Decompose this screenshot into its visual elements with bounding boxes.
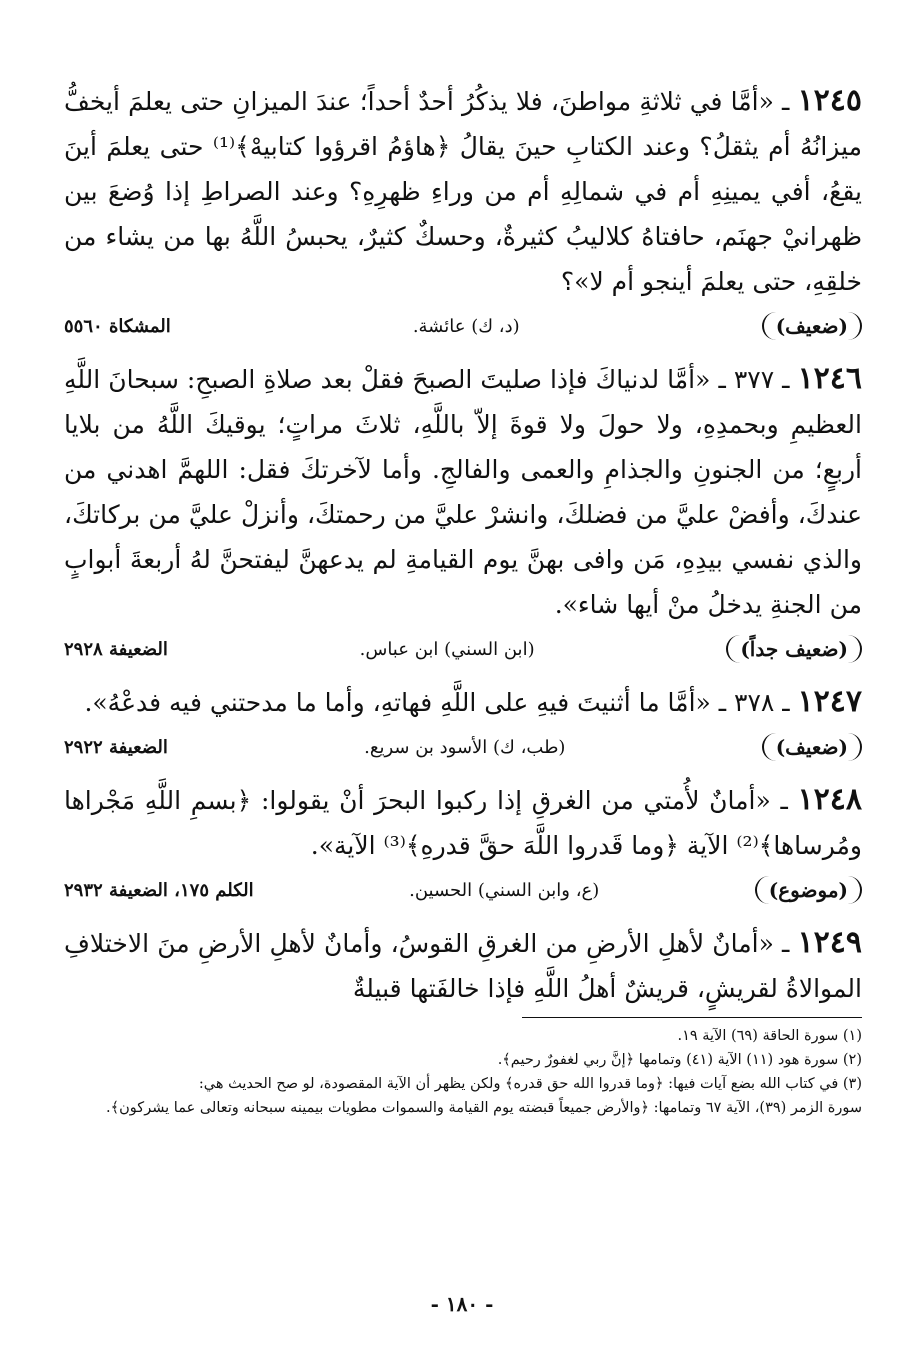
footnote-divider [522, 1017, 862, 1018]
grade-label: (ضعيف جداً) [726, 635, 862, 663]
source-label: (طب، ك) الأسود بن سريع. [364, 736, 566, 758]
hadith-text [64, 679, 862, 725]
hadith-number: ١٢٤٥ [797, 83, 862, 118]
source-label: (د، ك) عائشة. [412, 315, 520, 337]
hadith-text [64, 78, 862, 304]
hadith-number: ١٢٤٧ [797, 684, 862, 719]
hadith-1246 [64, 356, 862, 667]
page-number: - ١٨٠ - [430, 1292, 494, 1316]
hadith-body: ـ ٣٧٧ ـ «أمَّا لدنياكَ فإذا صليتَ الصبحَ فقلْ بعد صلاةِ الصبحِ: سبحانَ اللَّهِ العظيمِ وبحمدِهِ، ولا حولَ ولا قوةَ إلاّ باللَّهِ، ثلاثَ مراتٍ؛ يوقيكَ اللَّهُ من بلايا أربعٍ؛ من الجنونِ والجذامِ والعمى والفالجِ. وأما لآخرتكَ فقل: اللهمَّ اهدني من عندكَ، وأفضْ عليَّ من فضلكَ، وانشرْ عليَّ من رحمتكَ، وأنزلْ عليَّ من بركاتكَ، والذي نفسي بيدِهِ، مَن وافى بهنَّ يوم القيامةِ لم يدعهنَّ ليفتحنَّ لهُ أربعةَ أبوابٍ من الجنةِ يدخلُ منْ أيها شاء». [64, 365, 862, 619]
reference-label: الكلم ١٧٥، الضعيفة ٢٩٣٢ [64, 879, 254, 901]
hadith-text [64, 356, 862, 627]
footnote-3-continued: سورة الزمر (٣٩)، الآية ٦٧ وتمامها: ﴿والأرض جميعاً قبضته يوم القيامة والسموات مطويات بيمينه سبحانه وتعالى عما يشركون﴾. [106, 1100, 862, 1116]
hadith-body: ـ «أمانٌ لأُمتي من الغرقِ إذا ركبوا البحرَ أنْ يقولوا: ﴿بسمِ اللَّهِ مَجْراها ومُرساها﴾⁽²⁾ الآية ﴿وما قَدروا اللَّهَ حقَّ قدرهِ﴾⁽³⁾ الآية». [64, 786, 862, 860]
hadith-body: ـ ٣٧٨ ـ «أمَّا ما أثنيتَ فيهِ على اللَّهِ فهاتهِ، وأما ما مدحتني فيه فدعْهُ». [84, 688, 798, 717]
hadith-1245 [64, 78, 862, 344]
footnote-2: (٢) سورة هود (١١) الآية (٤١) وتمامها ﴿إنَّ ربي لغفورٌ رحيم﴾. [497, 1052, 862, 1068]
reference-label: الضعيفة ٢٩٢٨ [64, 638, 168, 660]
hadith-meta [64, 872, 862, 908]
hadith-number: ١٢٤٩ [797, 925, 862, 960]
reference-label: الضعيفة ٢٩٢٢ [64, 736, 168, 758]
hadith-meta [64, 631, 862, 667]
hadith-meta [64, 308, 862, 344]
grade-label: (ضعيف) [762, 312, 862, 340]
hadith-body: ـ «أمَّا في ثلاثةِ مواطنَ، فلا يذكُرُ أحدٌ أحداً؛ عندَ الميزانِ حتى يعلمَ أيخفُّ ميزانُهُ أم يثقلُ؟ وعند الكتابِ حينَ يقالُ ﴿هاؤمُ اقرؤوا كتابيهْ﴾⁽¹⁾ حتى يعلمَ أينَ يقعُ، أفي يمينِهِ أم في شمالِهِ أم من وراءِ ظهرِهِ؟ وعند الصراطِ إذا وُضعَ بين ظهرانيْ جهنَم، حافتاهُ كلاليبُ كثيرةٌ، وحسكٌ كثيرٌ، يحبسُ اللَّهُ بها من يشاء من خلقِهِ، حتى يعلمَ أينجو أم لا»؟ [64, 87, 863, 296]
footnotes [64, 1024, 862, 1120]
hadith-1249 [64, 920, 862, 1011]
reference-label: المشكاة ٥٥٦٠ [64, 315, 171, 337]
hadith-1248 [64, 777, 862, 908]
source-label: (ع، وابن السني) الحسين. [409, 879, 600, 901]
source-label: (ابن السني) ابن عباس. [359, 638, 535, 660]
footnote-3: (٣) في كتاب الله بضع آيات فيها: ﴿وما قدروا الله حق قدره﴾ ولكن يظهر أن الآية المقصودة، لو صح الحديث هي: [198, 1076, 862, 1092]
hadith-meta [64, 729, 862, 765]
hadith-1247 [64, 679, 862, 765]
hadith-number: ١٢٤٨ [797, 782, 862, 817]
hadith-text [64, 920, 862, 1011]
hadith-body: ـ «أمانٌ لأهلِ الأرضِ من الغرقِ القوسُ، وأمانٌ لأهلِ الأرضِ منَ الاختلافِ الموالاةُ لقريشٍ، قريشٌ أهلُ اللَّهِ فإذا خالفَتها قبيلةٌ [64, 929, 862, 1003]
footnote-1: (١) سورة الحاقة (٦٩) الآية ١٩. [677, 1028, 862, 1044]
grade-label: (ضعيف) [762, 733, 862, 761]
grade-label: (موضوع) [755, 876, 862, 904]
hadith-number: ١٢٤٦ [797, 361, 863, 396]
hadith-text [64, 777, 862, 868]
